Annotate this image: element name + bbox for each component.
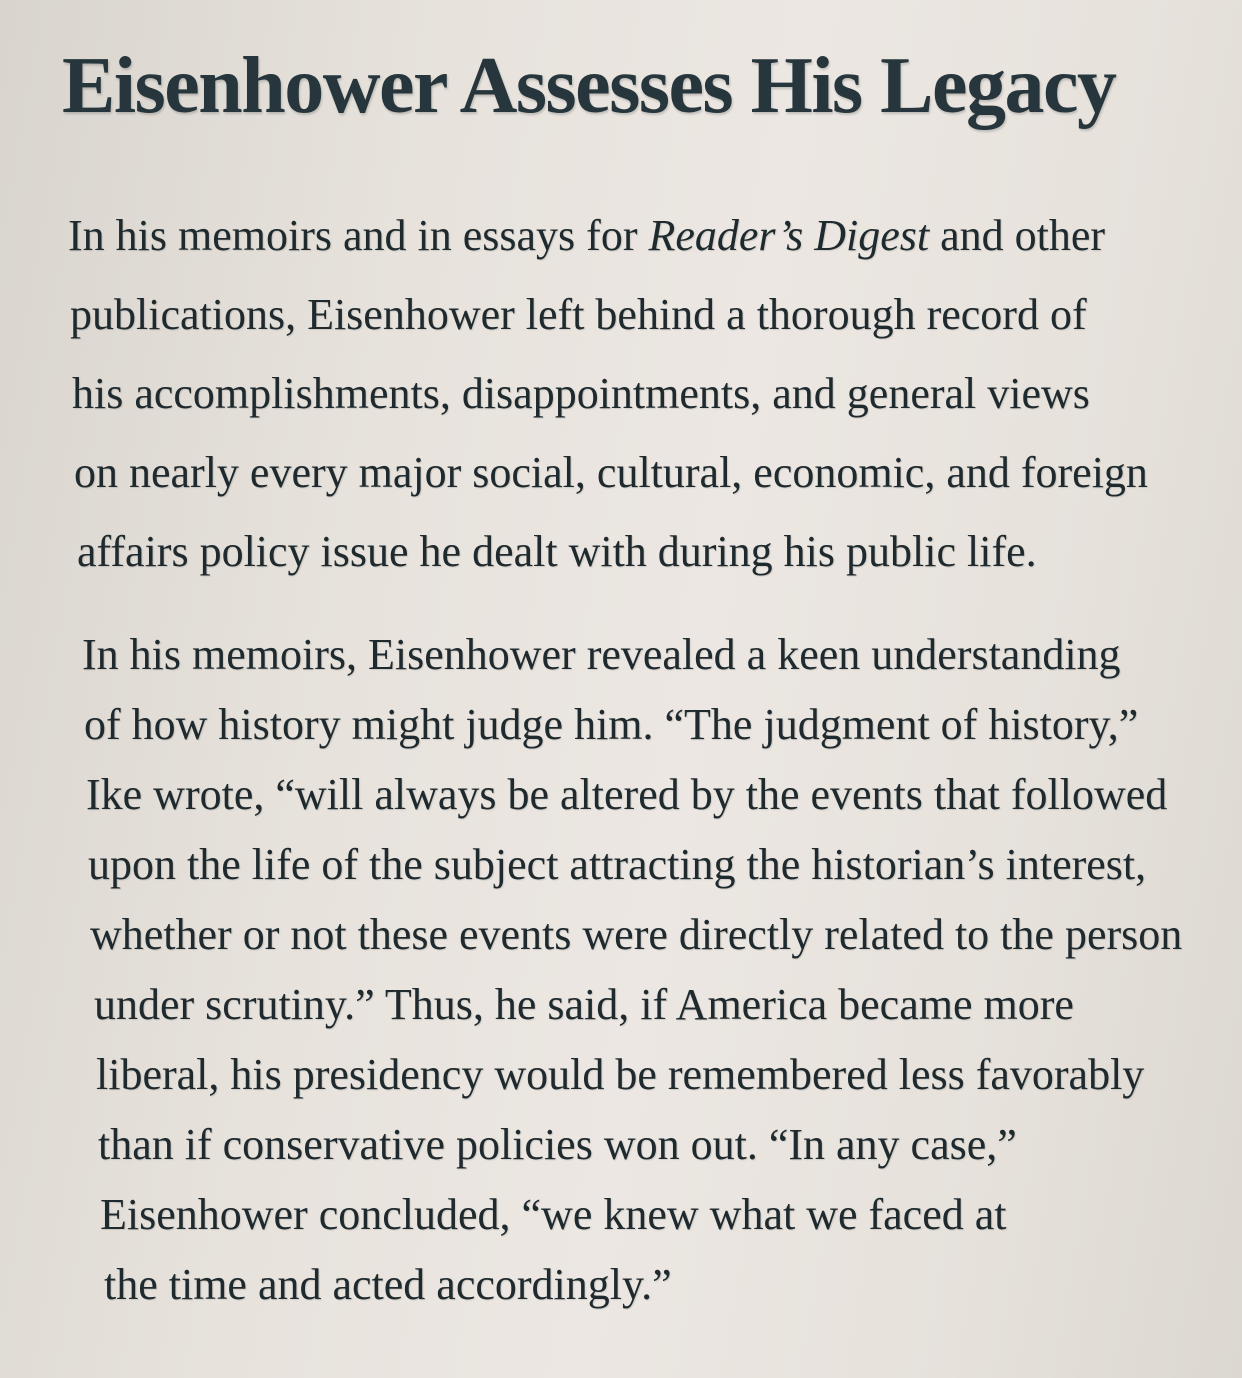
paragraph-line: In his memoirs, Eisenhower revealed a keen understanding bbox=[82, 630, 1121, 679]
paragraph-line: his accomplishments, disappointments, and general views bbox=[72, 369, 1090, 418]
paragraph-line: the time and acted accordingly.” bbox=[104, 1260, 672, 1309]
paragraph-2 bbox=[82, 620, 1182, 1320]
paragraph-line: publications, Eisenhower left behind a thorough record of bbox=[70, 290, 1087, 339]
paragraph-line: than if conservative policies won out. “In any case,” bbox=[98, 1120, 1017, 1169]
text-run: In his memoirs and in essays for bbox=[68, 211, 649, 260]
paragraph-line: Eisenhower concluded, “we knew what we faced at bbox=[100, 1190, 1007, 1239]
paragraph-line: under scrutiny.” Thus, he said, if America became more bbox=[94, 980, 1074, 1029]
paragraph-line: upon the life of the subject attracting the historian’s interest, bbox=[88, 840, 1147, 889]
panel-title: Eisenhower Assesses His Legacy bbox=[62, 42, 1116, 130]
paragraph-line: whether or not these events were directly related to the person bbox=[90, 910, 1183, 959]
paragraph-line bbox=[68, 196, 1148, 275]
paragraph-line: liberal, his presidency would be remembered less favorably bbox=[96, 1050, 1145, 1099]
publication-title: Reader’s Digest bbox=[648, 211, 930, 260]
paragraph-1 bbox=[68, 196, 1148, 591]
paragraph-line: of how history might judge him. “The judgment of history,” bbox=[84, 700, 1139, 749]
paragraph-line: Ike wrote, “will always be altered by the events that followed bbox=[86, 770, 1168, 819]
paragraph-line: on nearly every major social, cultural, economic, and foreign bbox=[74, 448, 1148, 497]
text-run: and other bbox=[929, 211, 1106, 260]
paragraph-line: affairs policy issue he dealt with during his public life. bbox=[77, 527, 1037, 576]
